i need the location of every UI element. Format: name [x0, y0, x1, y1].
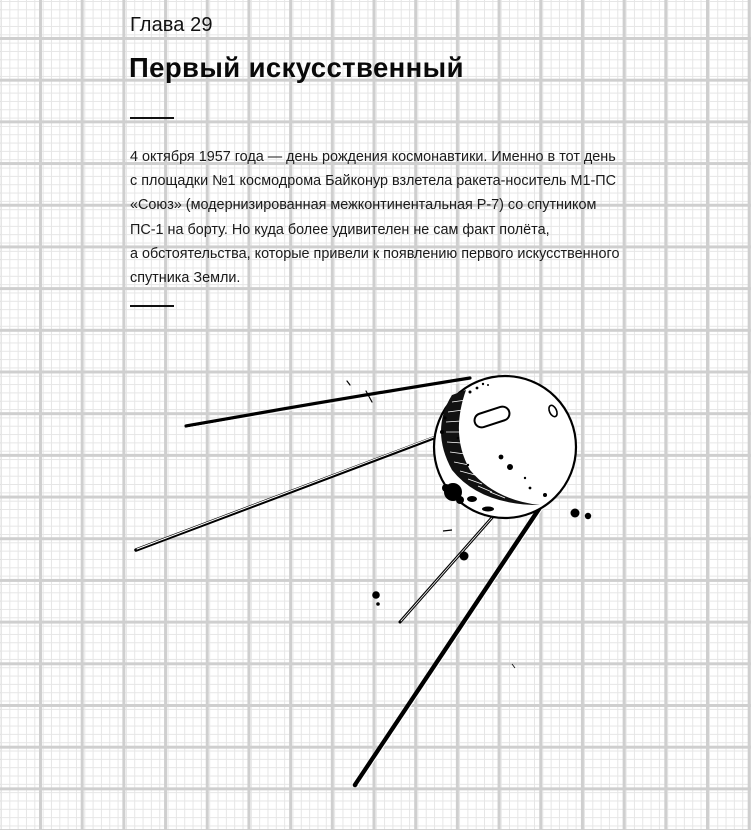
lead-line: 4 октября 1957 года — день рождения космонавтики. Именно в тот день: [130, 149, 616, 165]
sputnik-sphere: [372, 376, 591, 668]
lead-line: спутника Земли.: [130, 270, 241, 287]
lead-line: «Союз» (модернизированная межконтинентальная Р-7) со спутником: [130, 197, 597, 214]
lead-line: ПС-1 на борту. Но куда более удивителен не сам факт полёта,: [130, 221, 550, 238]
lead-line: с площадки №1 космодрома Байконур взлетела ракета-носитель М1-ПС: [130, 173, 616, 190]
lead-line: а обстоятельства, которые привели к появлению первого искусственного: [130, 245, 620, 262]
chapter-title: Первый искусственный: [129, 52, 464, 83]
chapter-label: Глава 29: [130, 14, 213, 36]
